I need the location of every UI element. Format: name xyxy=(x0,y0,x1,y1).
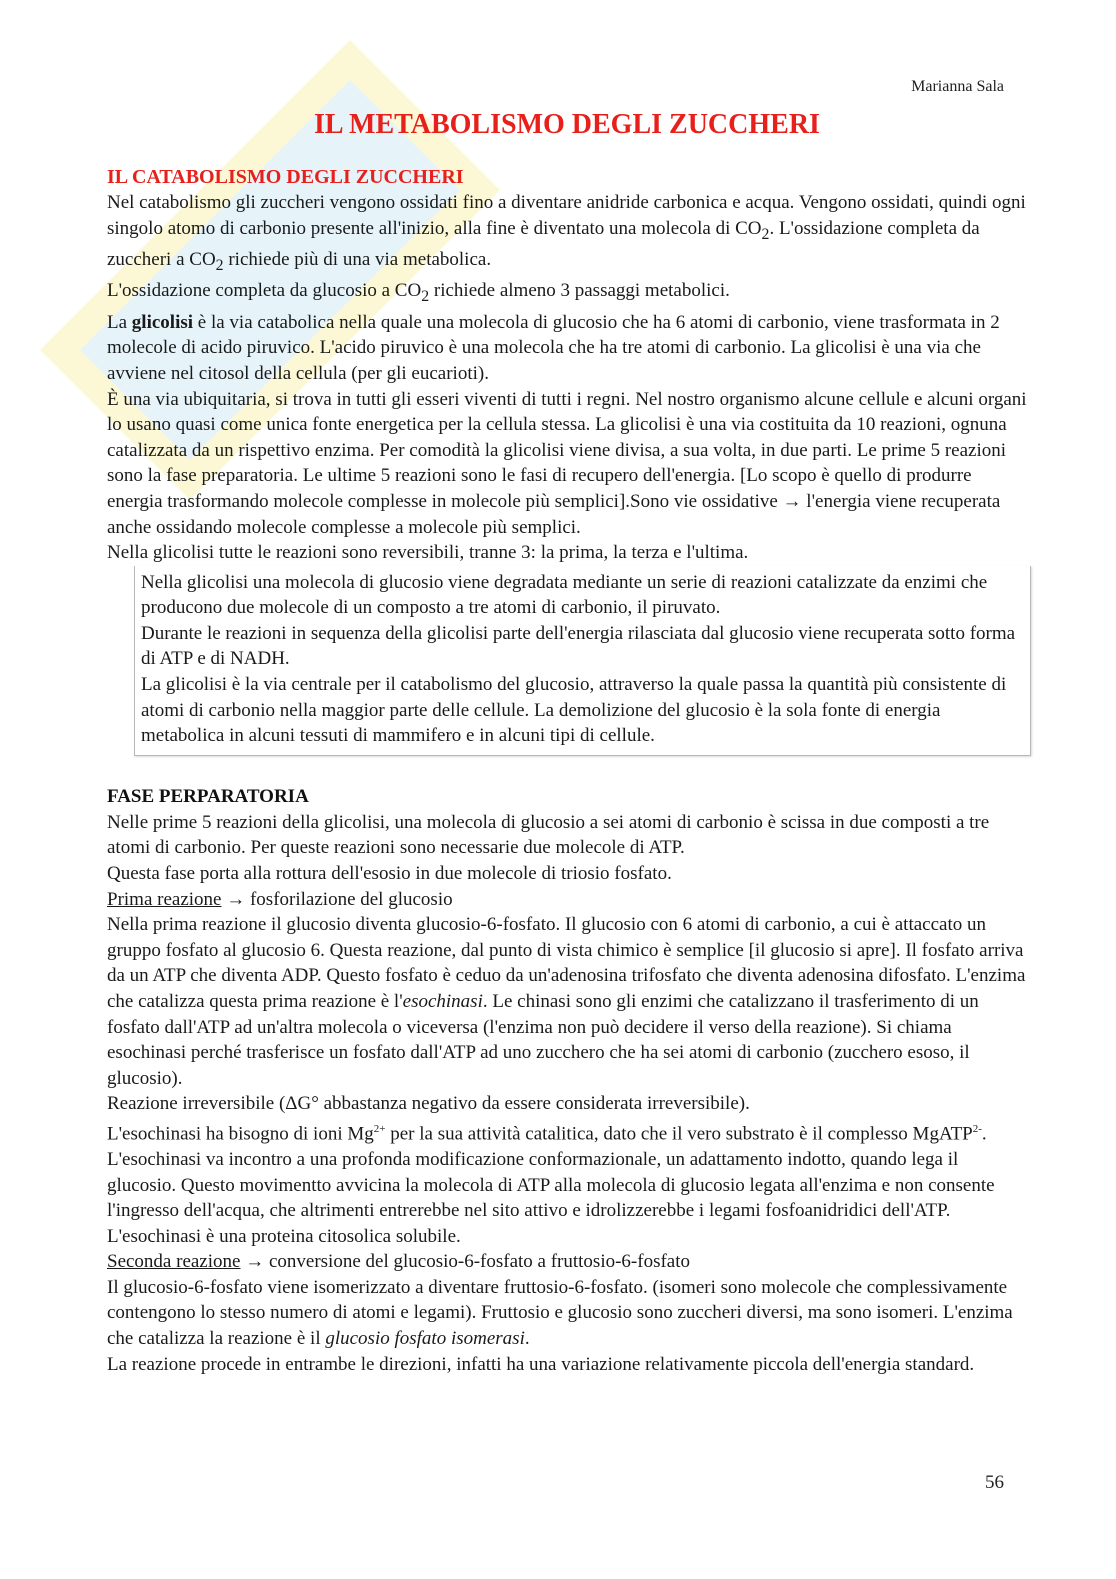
reaction-label: Prima reazione xyxy=(107,888,222,910)
box-paragraph: La glicolisi è la via centrale per il catabolismo del glucosio, attraverso la quale passa la quantità più consistente di atomi di carbonio nella maggior parte delle cellule. La demolizione del glucosio è la sola fonte di energia metabolica in alcuni tessuti di mammifero e in alcuni tipi di cellule. xyxy=(141,674,1007,747)
document-title: IL METABOLISMO DEGLI ZUCCHERI xyxy=(314,109,820,140)
author-name: Marianna Sala xyxy=(911,78,1004,95)
reaction-label: Seconda reazione xyxy=(107,1251,241,1273)
paragraph: La glicolisi è la via catabolica nella quale una molecola di glucosio che ha 6 atomi di carbonio, viene trasformata in 2 molecole di acido piruvico. L'acido piruvico è una molecola che ha tre atomi di carbonio. La glicolisi è una via che avviene nel citosol della cellula (per gli eucarioti). xyxy=(107,311,1000,384)
box-paragraph: Durante le reazioni in sequenza della glicolisi parte dell'energia rilasciata dal glucosio viene recuperata sotto forma di ATP e di NADH. xyxy=(141,622,1016,670)
document-body xyxy=(107,106,1027,1377)
paragraph: Reazione irreversibile (ΔG° abbastanza negativo da essere considerata irreversibile). xyxy=(107,1093,750,1115)
paragraph: Nelle prime 5 reazioni della glicolisi, una molecola di glucosio a sei atomi di carbonio è scissa in due composti a tre atomi di carbonio. Per queste reazioni sono necessarie due molecole di ATP. xyxy=(107,811,990,859)
page-number: 56 xyxy=(985,1472,1004,1493)
box-paragraph: Nella glicolisi una molecola di glucosio viene degradata mediante un serie di reazioni catalizzate da enzimi che producono due molecole di un composto a tre atomi di carbonio, il piruvato. xyxy=(141,571,988,619)
paragraph: Nella prima reazione il glucosio diventa glucosio-6-fosfato. Il glucosio con 6 atomi di carbonio, a cui è attaccato un gruppo fosfato al glucosio 6. Questa reazione, dal punto di vista chimico è semplice [il glucosio si apre]. Il fosfato arriva da un ATP che diventa ADP. Questo fosfato è ceduo da un'adenosina trifosfato che diventa adenosina difosfato. L'enzima che catalizza questa prima reazione è l'esochinasi. Le chinasi sono gli enzimi che catalizzano il trasferimento di un fosfato dall'ATP ad un'altra molecola o viceversa (l'enzima non può decidere il verso della reazione). Si chiama esochinasi perché trasferisce un fosfato dall'ATP ad uno zucchero che ha sei atomi di carbonio (zucchero esoso, il glucosio). xyxy=(107,914,1026,1089)
paragraph: È una via ubiquitaria, si trova in tutti gli esseri viventi di tutti i regni. Nel nostro organismo alcune cellule e alcuni organi lo usano quasi come unica fonte energetica per la cellula stessa. La glicolisi è una via costituita da 10 reazioni, ognuna catalizzata da un rispettivo enzima. Per comodità la glicolisi viene divisa, a sua volta, in due parti. Le prime 5 reazioni sono la fase preparatoria. Le ultime 5 reazioni sono le fasi di recupero dell'energia. [Lo scopo è quello di produrre energia trasformando molecole complesse in molecole più semplici].Sono vie ossidative → l'energia viene recuperata anche ossidando molecole complesse a molecole più semplici. xyxy=(107,388,1027,538)
reaction-heading: Seconda reazione → conversione del glucosio-6-fosfato a fruttosio-6-fosfato xyxy=(107,1251,691,1273)
paragraph: Nel catabolismo gli zuccheri vengono ossidati fino a diventare anidride carbonica e acqua. Vengono ossidati, quindi ogni singolo atomo di carbonio presente all'inizio, alla fine è diventato una molecola di $CO_2$. L'ossidazione completa da zuccheri a $CO_2$ richiede più di una via metabolica. xyxy=(107,192,1026,274)
paragraph: L'ossidazione completa da glucosio a $CO_2$ richiede almeno 3 passaggi metabolici. xyxy=(107,280,730,306)
paragraph: Il glucosio-6-fosfato viene isomerizzato a diventare fruttosio-6-fosfato. (isomeri sono molecole che complessivamente contengono lo stesso numero di atomi e legami). Fruttosio e glucosio sono zuccheri diversi, ma sono isomeri. L'enzima che catalizza la reazione è il glucosio fosfato isomerasi. xyxy=(107,1276,1013,1350)
summary-box xyxy=(134,566,1031,756)
paragraph: Nella glicolisi tutte le reazioni sono reversibili, tranne 3: la prima, la terza e l'ultima. xyxy=(107,542,749,564)
paragraph: L'esochinasi ha bisogno di ioni $Mg^{2+}$ per la sua attività catalitica, dato che il vero substrato è il complesso MgATP$^{2-}$. L'esochinasi va incontro a una profonda modificazione conformazionale, un adattamento indotto, quando lega il glucosio. Questo movimentto avvicina la molecola di ATP alla molecola di glucosio legata all'enzima e non consente l'ingresso dell'acqua, che altrimenti entrerebbe nel sito attivo e idrolizzerebbe i legami fosfoanidridici dell'ATP. L'esochinasi è una proteina citosolica solubile. xyxy=(107,1122,995,1247)
reaction-heading: Prima reazione → fosforilazione del glucosio xyxy=(107,888,453,910)
paragraph: Questa fase porta alla rottura dell'esosio in due molecole di triosio fosfato. xyxy=(107,863,672,885)
section-title-catabolismo: IL CATABOLISMO DEGLI ZUCCHERI xyxy=(107,166,464,188)
paragraph: La reazione procede in entrambe le direzioni, infatti ha una variazione relativamente piccola dell'energia standard. xyxy=(107,1353,975,1375)
section-title-fase-preparatoria: FASE PERPARATORIA xyxy=(107,785,309,807)
